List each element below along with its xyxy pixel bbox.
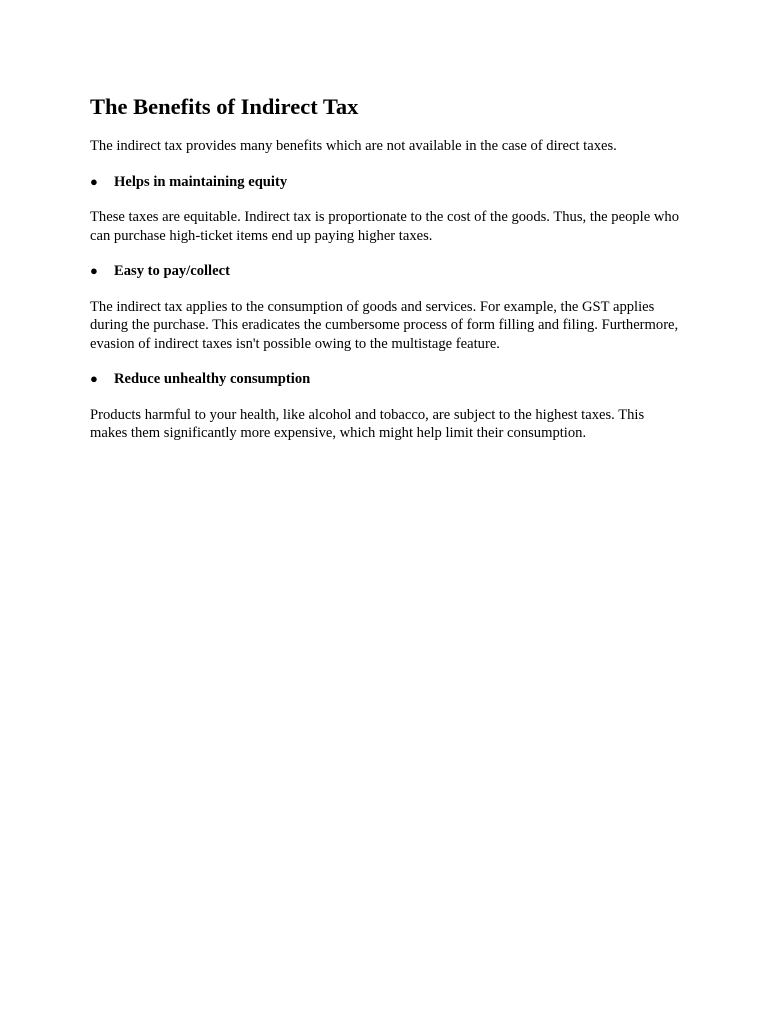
bullet-heading-text: Reduce unhealthy consumption: [114, 371, 311, 387]
bullet-heading-text: Easy to pay/collect: [114, 263, 230, 279]
document-page: [90, 93, 680, 460]
bullet-dot-icon: ●: [90, 371, 98, 386]
section-paragraph-equity: These taxes are equitable. Indirect tax is proportionate to the cost of the goods. Thus, the people who can purchase high-ticket items end up paying higher taxes.: [90, 209, 679, 244]
bullet-dot-icon: ●: [90, 173, 98, 189]
bullet-heading-easy-to-pay: [90, 262, 680, 281]
bullet-heading-equity: [90, 173, 680, 192]
bullet-dot-icon: ●: [90, 263, 98, 278]
bullet-heading-unhealthy-consumption: [90, 370, 680, 389]
document-title: The Benefits of Indirect Tax: [90, 94, 359, 119]
bullet-heading-text: Helps in maintaining equity: [114, 173, 288, 190]
section-paragraph-easy-to-pay: The indirect tax applies to the consumption of goods and services. For example, the GST applies during the purchase. This eradicates the cumbersome process of form filling and filing. Furthermore, evasion of indirect taxes isn't possible owing to the multistage feature.: [90, 298, 679, 352]
intro-paragraph: The indirect tax provides many benefits which are not available in the case of direct taxes.: [90, 138, 617, 154]
section-paragraph-unhealthy-consumption: Products harmful to your health, like alcohol and tobacco, are subject to the highest taxes. This makes them significantly more expensive, which might help limit their consumption.: [90, 406, 645, 441]
